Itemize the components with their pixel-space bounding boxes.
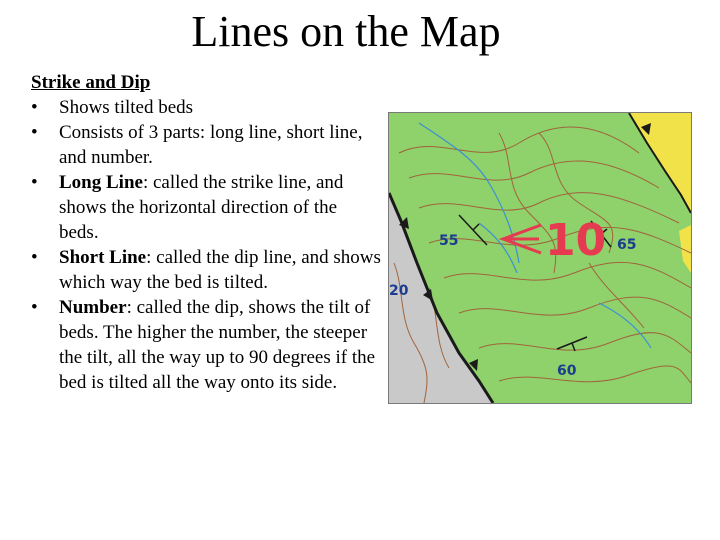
bullet-icon: •	[31, 297, 38, 318]
bullet-term: Long Line	[59, 172, 143, 193]
dip-label-20: 20	[389, 283, 409, 299]
bullet-icon: •	[31, 247, 38, 268]
bullet-icon: •	[31, 122, 38, 143]
bullet-item	[31, 170, 381, 245]
bullet-term: Number	[59, 297, 127, 318]
geologic-map-svg	[389, 113, 691, 403]
bullet-term: Short Line	[59, 247, 147, 268]
dip-label-65: 65	[617, 237, 637, 253]
slide-title: Lines on the Map	[191, 7, 501, 56]
section-heading: Strike and Dip	[31, 72, 151, 93]
bullet-text: Consists of 3 parts: long line, short line, and number.	[59, 122, 363, 168]
bullet-item	[31, 245, 381, 295]
bullet-icon: •	[31, 97, 38, 118]
bullet-item	[31, 120, 381, 170]
bullet-text: : called the strike line, and shows the horizontal direction of the beds.	[59, 172, 344, 243]
dip-label-60: 60	[557, 363, 577, 379]
bullet-list	[31, 95, 381, 395]
bullet-icon: •	[31, 172, 38, 193]
bullet-item	[31, 95, 381, 120]
geologic-map-image	[388, 112, 692, 404]
bullet-item	[31, 295, 381, 395]
bullet-text: : called the dip, shows the tilt of beds. The higher the number, the steeper the tilt, all the way up to 90 degrees if the bed is tilted all the way onto its side.	[59, 297, 376, 393]
dip-label-55: 55	[439, 233, 459, 249]
bullet-text: : called the dip line, and shows which way the bed is tilted.	[59, 247, 381, 293]
bullet-text: Shows tilted beds	[59, 97, 194, 118]
dip-label-10: 10	[545, 215, 607, 266]
slide-body	[31, 70, 381, 395]
